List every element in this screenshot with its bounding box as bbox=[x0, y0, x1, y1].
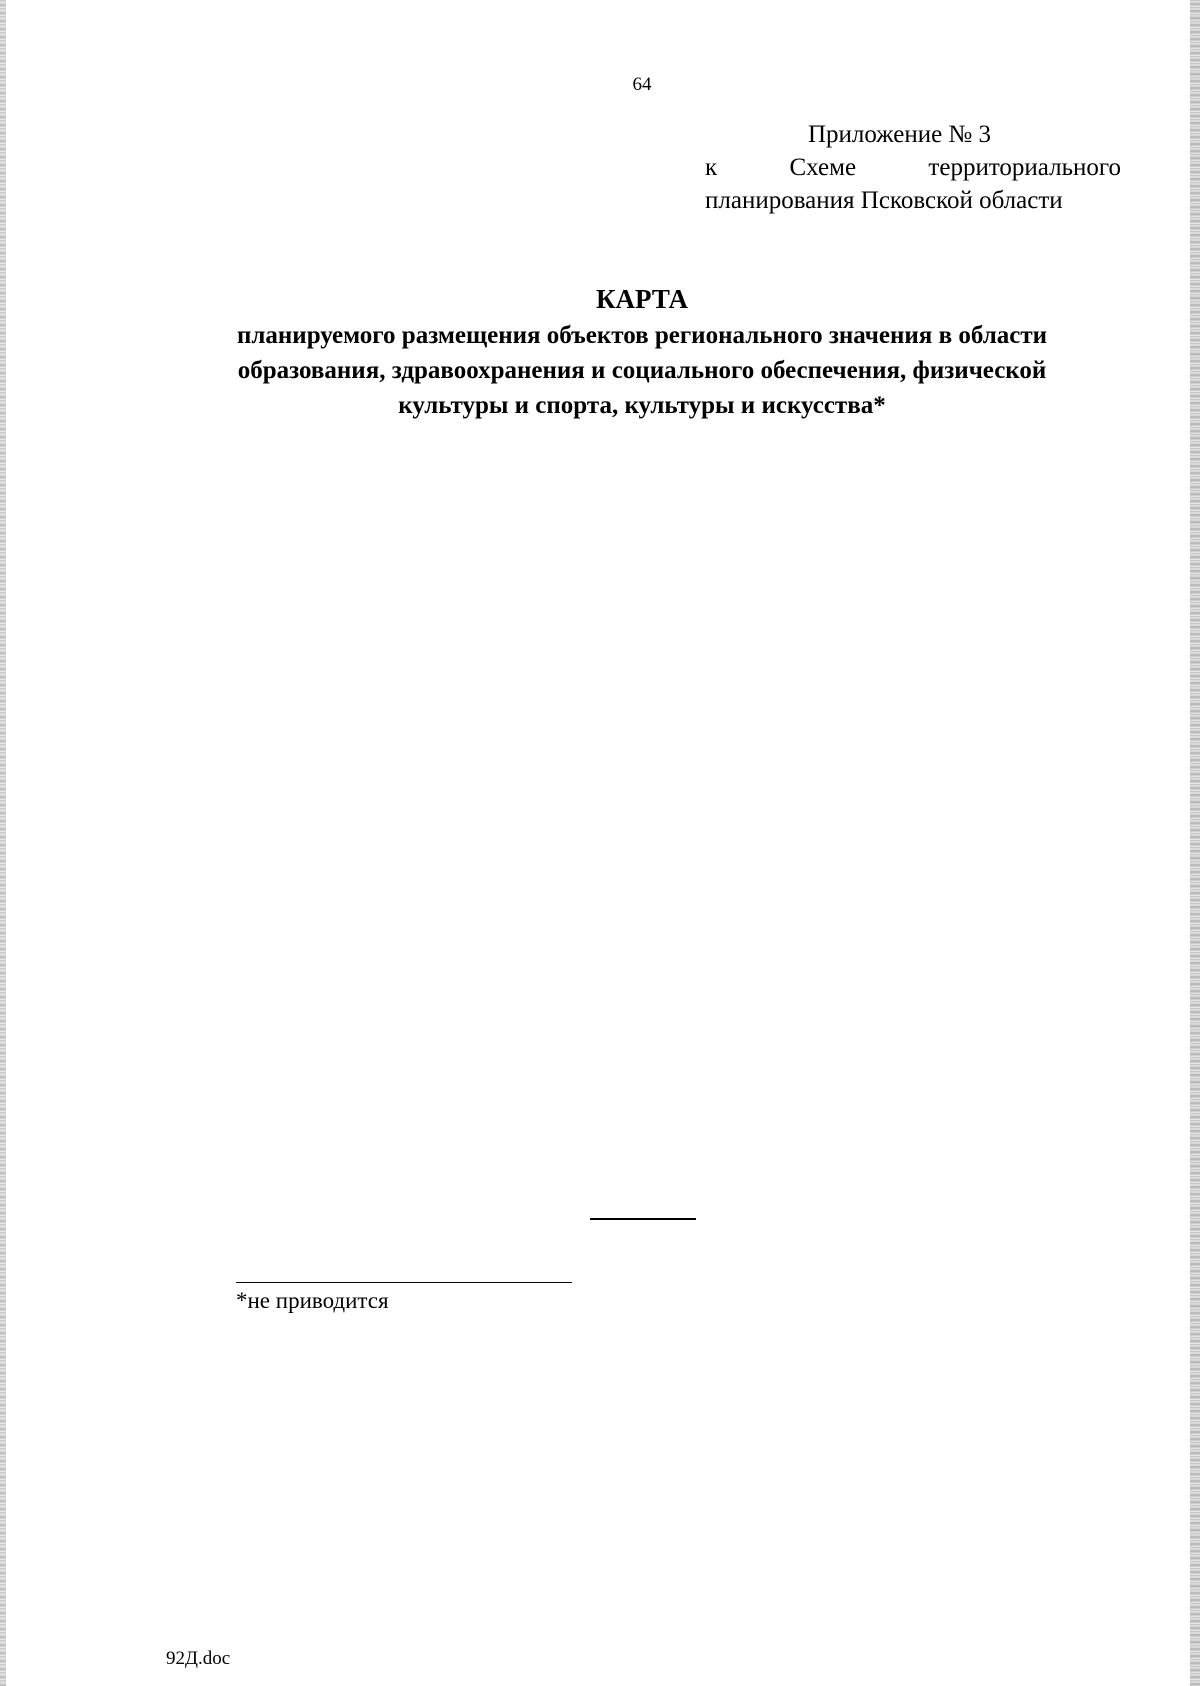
footnote: *не приводится bbox=[236, 1288, 389, 1313]
page-number: 64 bbox=[632, 74, 652, 95]
scan-edge-left bbox=[0, 0, 6, 1686]
document-title: КАРТА bbox=[595, 284, 689, 314]
title-block bbox=[150, 282, 1134, 423]
scan-edge-right bbox=[1190, 0, 1200, 1686]
appendix-word: к bbox=[705, 154, 718, 181]
appendix-word: территориального bbox=[928, 154, 1121, 181]
document-subtitle-line: образования, здравоохранения и социального обеспечения, физической bbox=[237, 357, 1047, 384]
document-filename: 92Д.doc bbox=[166, 1648, 231, 1669]
appendix-block bbox=[705, 118, 1121, 217]
appendix-title: Приложение № 3 bbox=[808, 121, 992, 148]
appendix-line-3: планирования Псковской области bbox=[705, 187, 1063, 214]
footnote-divider bbox=[236, 1282, 572, 1283]
document-subtitle-line: планируемого размещения объектов регионального значения в области bbox=[236, 322, 1048, 349]
center-divider bbox=[590, 1218, 696, 1220]
appendix-line-2 bbox=[705, 151, 1121, 184]
appendix-word: Схеме bbox=[789, 154, 857, 181]
document-subtitle-line: культуры и спорта, культуры и искусства* bbox=[398, 392, 886, 419]
